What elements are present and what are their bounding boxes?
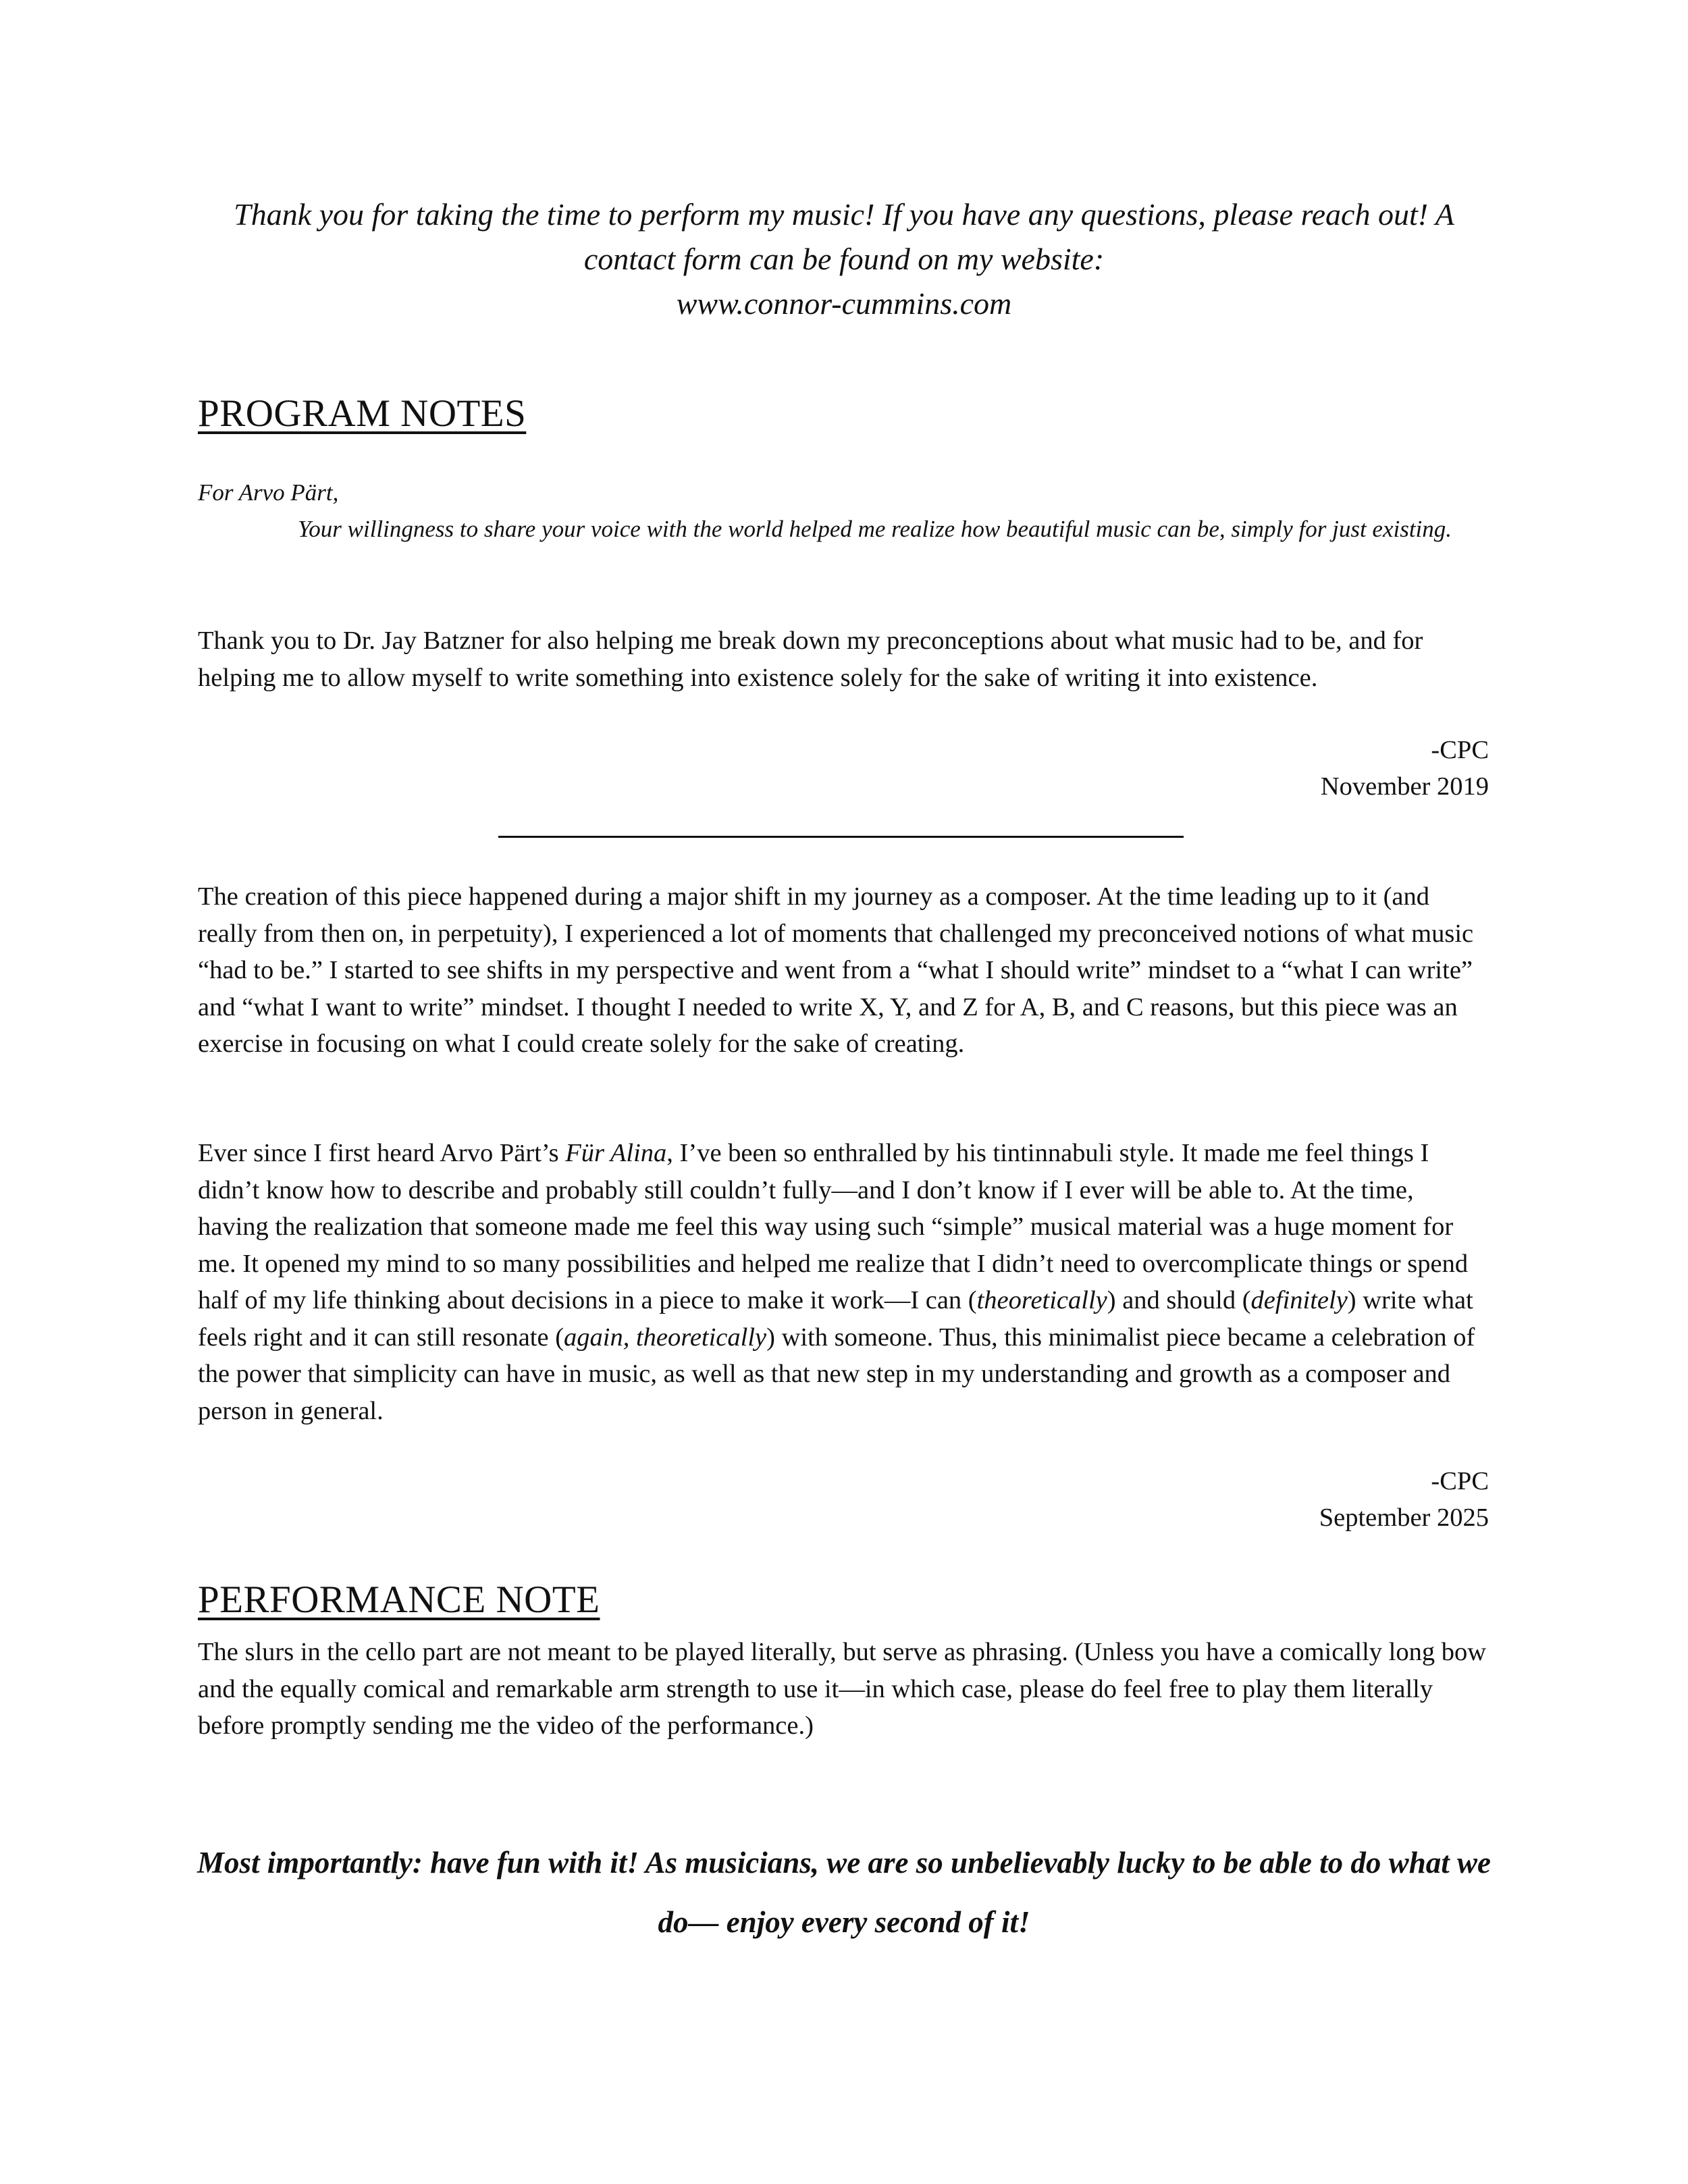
emphasis-text: definitely [1250,1286,1348,1314]
signature-block [1321,732,1489,805]
website-link[interactable]: www.connor-cummins.com [676,286,1012,321]
dedication-salutation: For Arvo Pärt, [198,479,339,506]
signature-date: November 2019 [1320,772,1489,801]
alina-text-part: ) with someone. Thus, this minimalist piece became a celebration of the power that simplicity can have in music, as well as that new step in my understanding and growth as a composer and person in general. [198,1323,1475,1425]
acknowledgement-text: Thank you to Dr. Jay Batzner for also helping me break down my preconceptions about what music had to be, and for helping me to allow myself to write something into existence solely for the sake of writing it into existence. [198,627,1423,692]
creation-paragraph [198,878,1489,1063]
emphasis-text: again, theoretically [564,1323,767,1352]
alina-text-part: , I’ve been so enthralled by his tintinnabuli style. It made me feel things I didn’t know how to describe and probably still couldn’t fully—and I don’t know if I ever will be able to. At the time, having the realization that someone made me feel this way using such “simple” musical material was a huge moment for me. It opened my mind to so many possibilities and helped me realize that I didn’t need to overcomplicate things or spend half of my life thinking about decisions in a piece to make it work—I can ( [198,1139,1469,1314]
signature-name: -CPC [1431,736,1489,764]
emphasis-text: theoretically [976,1286,1107,1314]
signature-name: -CPC [1431,1467,1489,1495]
intro-message [203,192,1485,326]
alina-text-part: ) write what feels right and it can still resonate ( [198,1286,1473,1352]
signature-date: September 2025 [1319,1503,1489,1532]
performance-note-paragraph [198,1634,1489,1744]
section-divider [498,836,1184,838]
signature-block [1319,1463,1489,1536]
alina-text-part: ) and should ( [1107,1286,1251,1314]
creation-text: The creation of this piece happened during a major shift in my journey as a composer. At the time leading up to it (and really from then on, in perpetuity), I experienced a lot of moments that challenged my preconceived notions of what music “had to be.” I started to see shifts in my perspective and went from a “what I should write” mindset to a “what I can write” and “what I want to write” mindset. I thought I needed to write X, Y, and Z for A, B, and C reasons, but this piece was an exercise in focusing on what I could create solely for the sake of creating. [198,882,1474,1058]
acknowledgement-paragraph [198,622,1489,696]
intro-text: Thank you for taking the time to perform my music! If you have any questions, please reach out! A contact form can be found on my website: [234,197,1454,276]
performance-note-text: The slurs in the cello part are not meant to be played literally, but serve as phrasing. (Unless you have a comically long bow and the equally comical and remarkable arm strength to use it—in which case, please do feel free to play them literally before promptly sending me the video of the performance.) [198,1638,1487,1740]
dedication-body: Your willingness to share your voice with the world helped me realize how beautiful music can be, simply for just existing. [298,516,1452,542]
fur-alina-paragraph [198,1135,1489,1429]
dedication [198,475,1489,548]
program-notes-heading: PROGRAM NOTES [198,392,527,435]
piece-title: Für Alina [565,1139,667,1167]
alina-text-part: Ever since I first heard Arvo Pärt’s [198,1139,566,1167]
fur-alina-text [198,1135,1489,1429]
closing-message: Most importantly: have fun with it! As musicians, we are so unbelievably lucky to be able to do what we do— enjoy every second of it! [197,1846,1491,1939]
performance-note-heading: PERFORMANCE NOTE [198,1578,600,1621]
